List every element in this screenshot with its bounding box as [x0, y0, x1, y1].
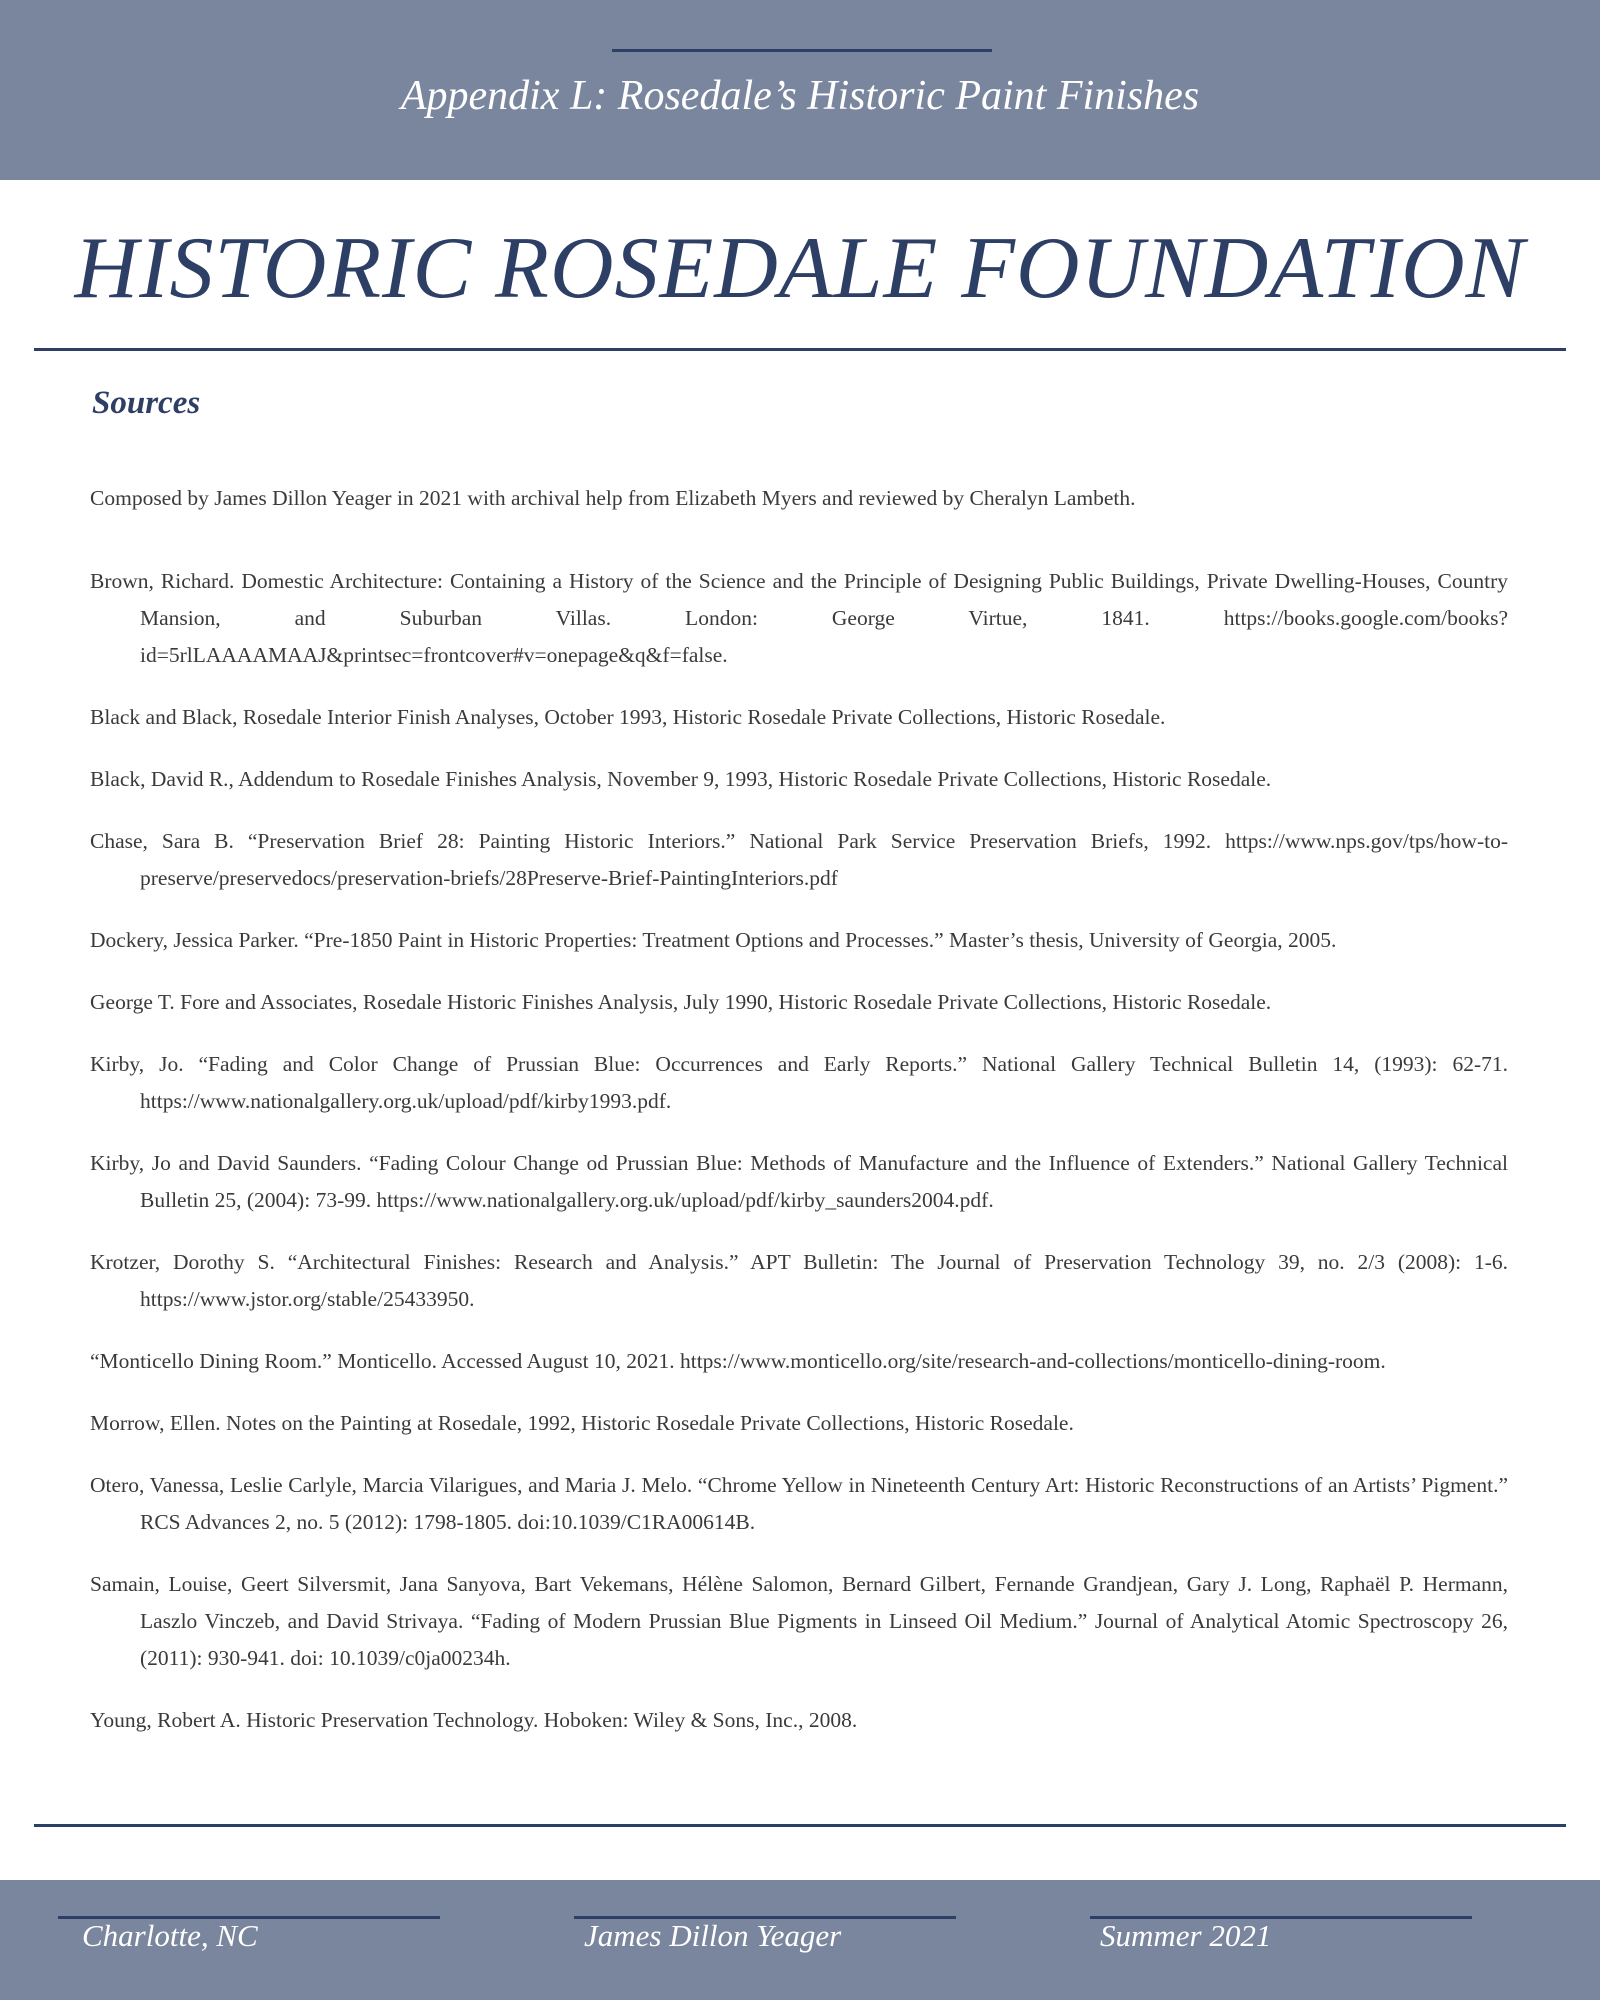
organization-title: HISTORIC ROSEDALE FOUNDATION [74, 220, 1526, 317]
reference-entry: Black and Black, Rosedale Interior Finish Analyses, October 1993, Historic Rosedale Private Collections, Historic Rosedale. [90, 705, 1166, 729]
reference-entry: “Monticello Dining Room.” Monticello. Accessed August 10, 2021. https://www.monticello.org/site/research-and-collections/monticello-dining-room. [90, 1349, 1386, 1373]
reference-entry: Brown, Richard. Domestic Architecture: Containing a History of the Science and the Principle of Designing Public Buildings, Private Dwelling-Houses, Country Mansion, and Suburban Villas. London: George Virtue, 1841. https://books.google.com/books?id=5rlLAAAAMAAJ&printsec=frontcover#v=onepage&q&f=false. [90, 569, 1508, 667]
reference-entry: Otero, Vanessa, Leslie Carlyle, Marcia Vilarigues, and Maria J. Melo. “Chrome Yellow in Nineteenth Century Art: Historic Reconstructions of an Artists’ Pigment.” RCS Advances 2, no. 5 (2012): 1798-1805. doi:10.1039/C1RA00614B. [90, 1473, 1508, 1534]
reference-entry: Krotzer, Dorothy S. “Architectural Finishes: Research and Analysis.” APT Bulletin: The Journal of Preservation Technology 39, no. 2/3 (2008): 1-6. https://www.jstor.org/stable/25433950. [90, 1250, 1508, 1311]
reference-entry: Black, David R., Addendum to Rosedale Finishes Analysis, November 9, 1993, Historic Rosedale Private Collections, Historic Rosedale. [90, 767, 1272, 791]
reference-entry: Young, Robert A. Historic Preservation Technology. Hoboken: Wiley & Sons, Inc., 2008. [90, 1708, 858, 1732]
footer-author: James Dillon Yeager [584, 1918, 842, 1953]
footer-divider [34, 1824, 1566, 1827]
reference-entry: Kirby, Jo and David Saunders. “Fading Colour Change od Prussian Blue: Methods of Manufacture and the Influence of Extenders.” National Gallery Technical Bulletin 25, (2004): 73-99. https://www.nationalgallery.org.uk/upload/pdf/kirby_saunders2004.pdf. [90, 1151, 1508, 1212]
reference-entry: Morrow, Ellen. Notes on the Painting at Rosedale, 1992, Historic Rosedale Private Collections, Historic Rosedale. [90, 1411, 1074, 1435]
intro-text: Composed by James Dillon Yeager in 2021 with archival help from Elizabeth Myers and reviewed by Cheralyn Lambeth. [90, 486, 1136, 510]
appendix-title: Appendix L: Rosedale’s Historic Paint Finishes [400, 73, 1200, 119]
footer-location: Charlotte, NC [82, 1918, 258, 1953]
header-band [0, 0, 1600, 180]
reference-list [90, 563, 1508, 1739]
reference-entry: Dockery, Jessica Parker. “Pre-1850 Paint in Historic Properties: Treatment Options and Processes.” Master’s thesis, University of Georgia, 2005. [90, 928, 1337, 952]
reference-entry: Chase, Sara B. “Preservation Brief 28: Painting Historic Interiors.” National Park Service Preservation Briefs, 1992. https://www.nps.gov/tps/how-to-preserve/preservedocs/preservation-briefs/28Preserve-Brief-PaintingInteriors.pdf [90, 829, 1508, 890]
sources-content [90, 480, 1508, 1764]
section-title: Sources [92, 385, 201, 421]
footer-season: Summer 2021 [1100, 1918, 1272, 1953]
reference-entry: George T. Fore and Associates, Rosedale Historic Finishes Analysis, July 1990, Historic Rosedale Private Collections, Historic Rosedale. [90, 990, 1272, 1014]
reference-entry: Kirby, Jo. “Fading and Color Change of Prussian Blue: Occurrences and Early Reports.” National Gallery Technical Bulletin 14, (1993): 62-71. https://www.nationalgallery.org.uk/upload/pdf/kirby1993.pdf. [90, 1052, 1508, 1113]
reference-entry: Samain, Louise, Geert Silversmit, Jana Sanyova, Bart Vekemans, Hélène Salomon, Bernard Gilbert, Fernande Grandjean, Gary J. Long, Raphaël P. Hermann, Laszlo Vinczeb, and David Strivaya. “Fading of Modern Prussian Blue Pigments in Linseed Oil Medium.” Journal of Analytical Atomic Spectroscopy 26, (2011): 930-941. doi: 10.1039/c0ja00234h. [90, 1572, 1508, 1670]
title-divider [34, 348, 1566, 351]
header-rule [612, 49, 992, 52]
